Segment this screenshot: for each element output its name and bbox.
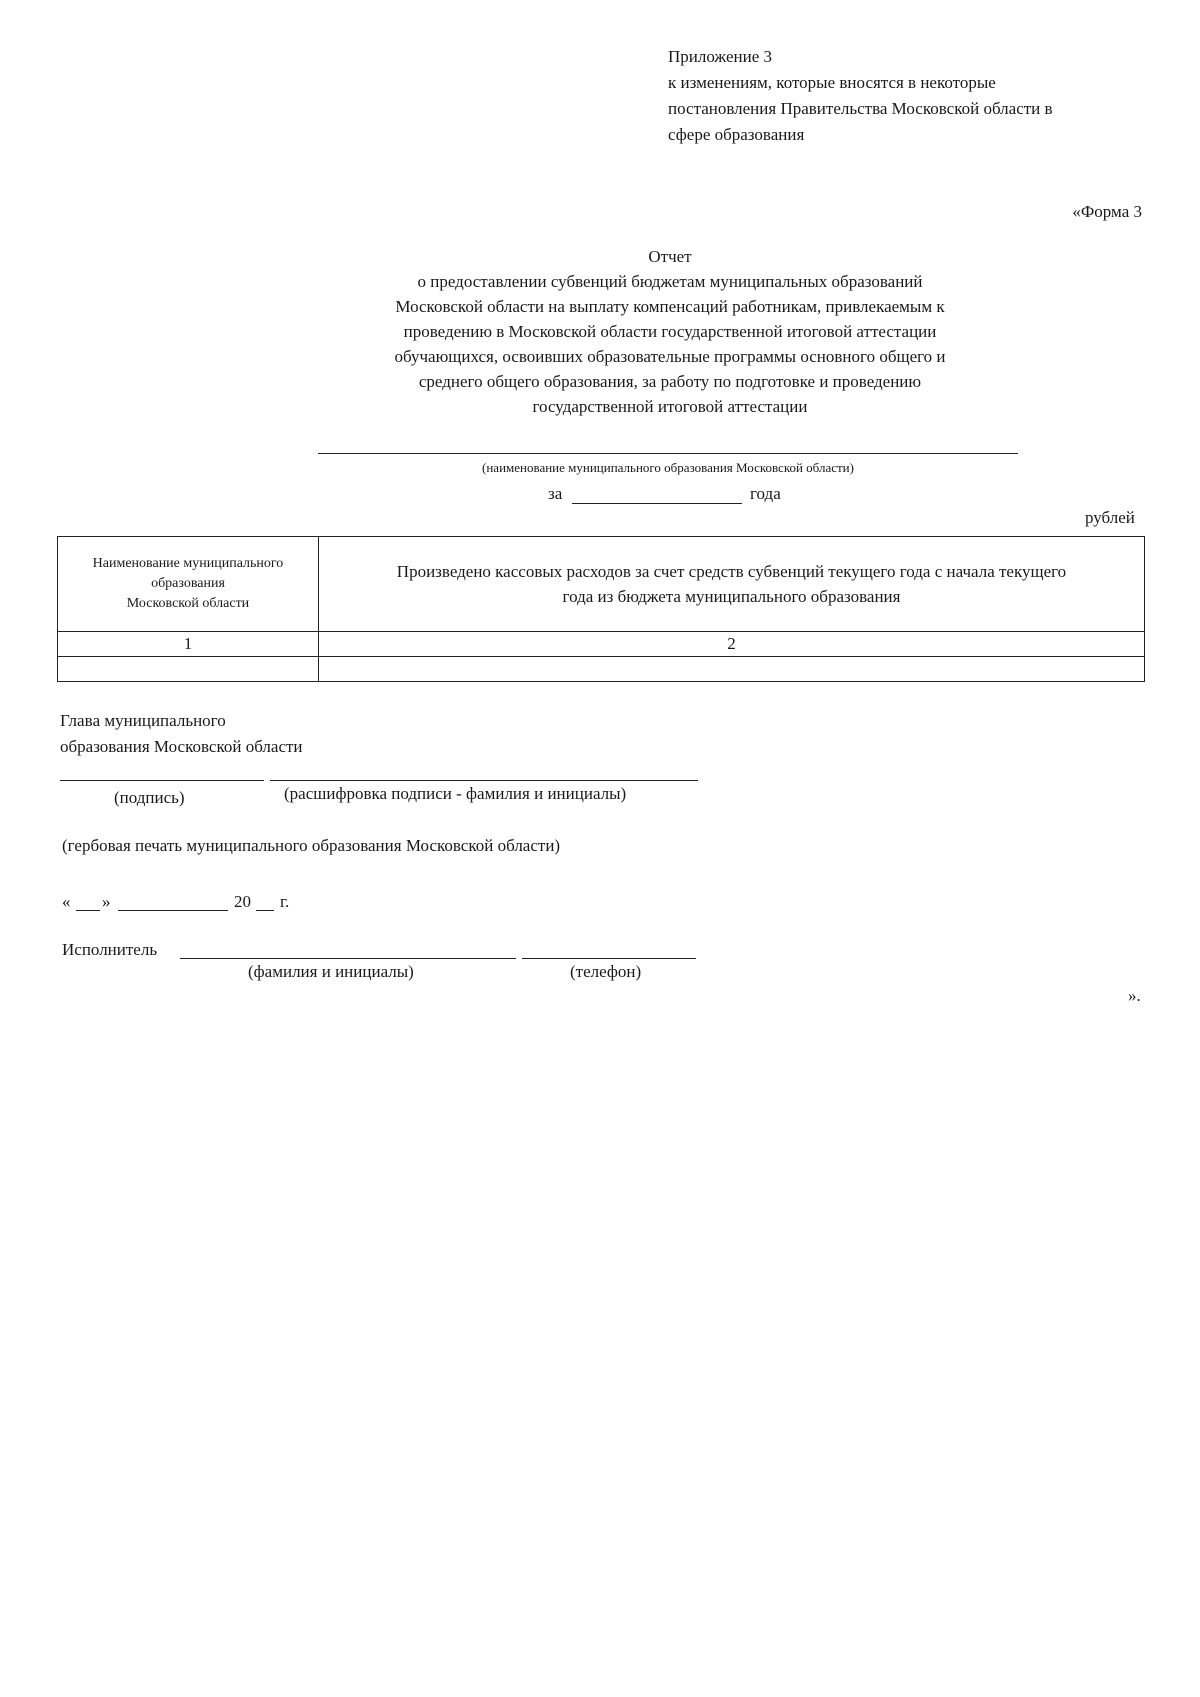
executor-label: Исполнитель [62,940,158,959]
currency-label: рублей [1085,508,1135,527]
report-desc-line-4: обучающихся, освоивших образовательные программы основного общего и [394,347,946,366]
date-close-quote: » [102,892,111,911]
executor-phone-line [522,958,696,959]
executor-phone-caption: (телефон) [570,962,642,981]
seal-caption: (гербовая печать муниципального образования Московской области) [62,836,561,855]
signature-decoding-caption: (расшифровка подписи - фамилия и инициалы) [284,784,627,803]
appendix-line-1: к изменениям, которые вносятся в некоторые [668,73,996,92]
header-col2-line: Произведено кассовых расходов за счет средств субвенций текущего года с начала текущего [396,562,1067,581]
appendix-title: Приложение 3 [668,47,772,66]
signature-line [60,780,264,781]
report-desc-line-5: среднего общего образования, за работу по подготовке и проведению [418,372,922,391]
header-col1-line: Наименование муниципального [92,556,284,571]
table-cell-cash-expenses[interactable] [319,657,1145,682]
head-title-line-1: Главa муниципального [60,711,226,730]
executor-name-caption: (фамилия и инициалы) [248,962,414,981]
header-municipality [58,537,319,632]
period-suffix: года [750,484,781,503]
date-month-line [118,910,228,911]
report-table [57,536,1145,682]
header-col1-line: образования [151,576,225,591]
date-open-quote: « [62,892,71,911]
report-desc-line-3: проведению в Московской области государственной итоговой аттестации [403,322,937,341]
period-year-line [572,503,742,504]
executor-name-line [180,958,516,959]
period-prefix: за [548,484,563,503]
report-title: Отчет [648,247,692,266]
signature-decoding-line [270,780,698,781]
appendix-line-2: постановления Правительства Московской области в [668,99,1053,118]
head-title-line-2: образования Московской области [60,737,303,756]
report-desc-line-6: государственной итоговой аттестации [532,397,808,416]
date-year-prefix: 20 [234,892,251,911]
column-number-1: 1 [58,632,319,657]
appendix-block [668,44,1148,148]
appendix-line-3: сфере образования [668,125,805,144]
report-desc-line-2: Московской области на выплату компенсаций работникам, привлекаемым к [395,297,945,316]
date-year-line [256,910,274,911]
table-number-row [58,632,1145,657]
header-cash-expenses [319,537,1145,632]
closing-mark: ». [1128,986,1141,1005]
report-title-block [300,244,1040,419]
header-col2-line: года из бюджета муниципального образования [562,587,901,606]
table-row [58,657,1145,682]
report-desc-line-1: о предоставлении субвенций бюджетам муниципальных образований [417,272,923,291]
municipality-name-line [318,453,1018,454]
municipality-caption: (наименование муниципального образования Московской области) [482,460,854,475]
date-day-line [76,910,100,911]
signature-caption: (подпись) [114,788,185,807]
date-year-suffix: г. [280,892,290,911]
column-number-2: 2 [319,632,1145,657]
table-header-row [58,537,1145,632]
form-label: «Форма 3 [1072,202,1142,221]
header-col1-line: Московской области [126,596,250,611]
table-cell-municipality[interactable] [58,657,319,682]
